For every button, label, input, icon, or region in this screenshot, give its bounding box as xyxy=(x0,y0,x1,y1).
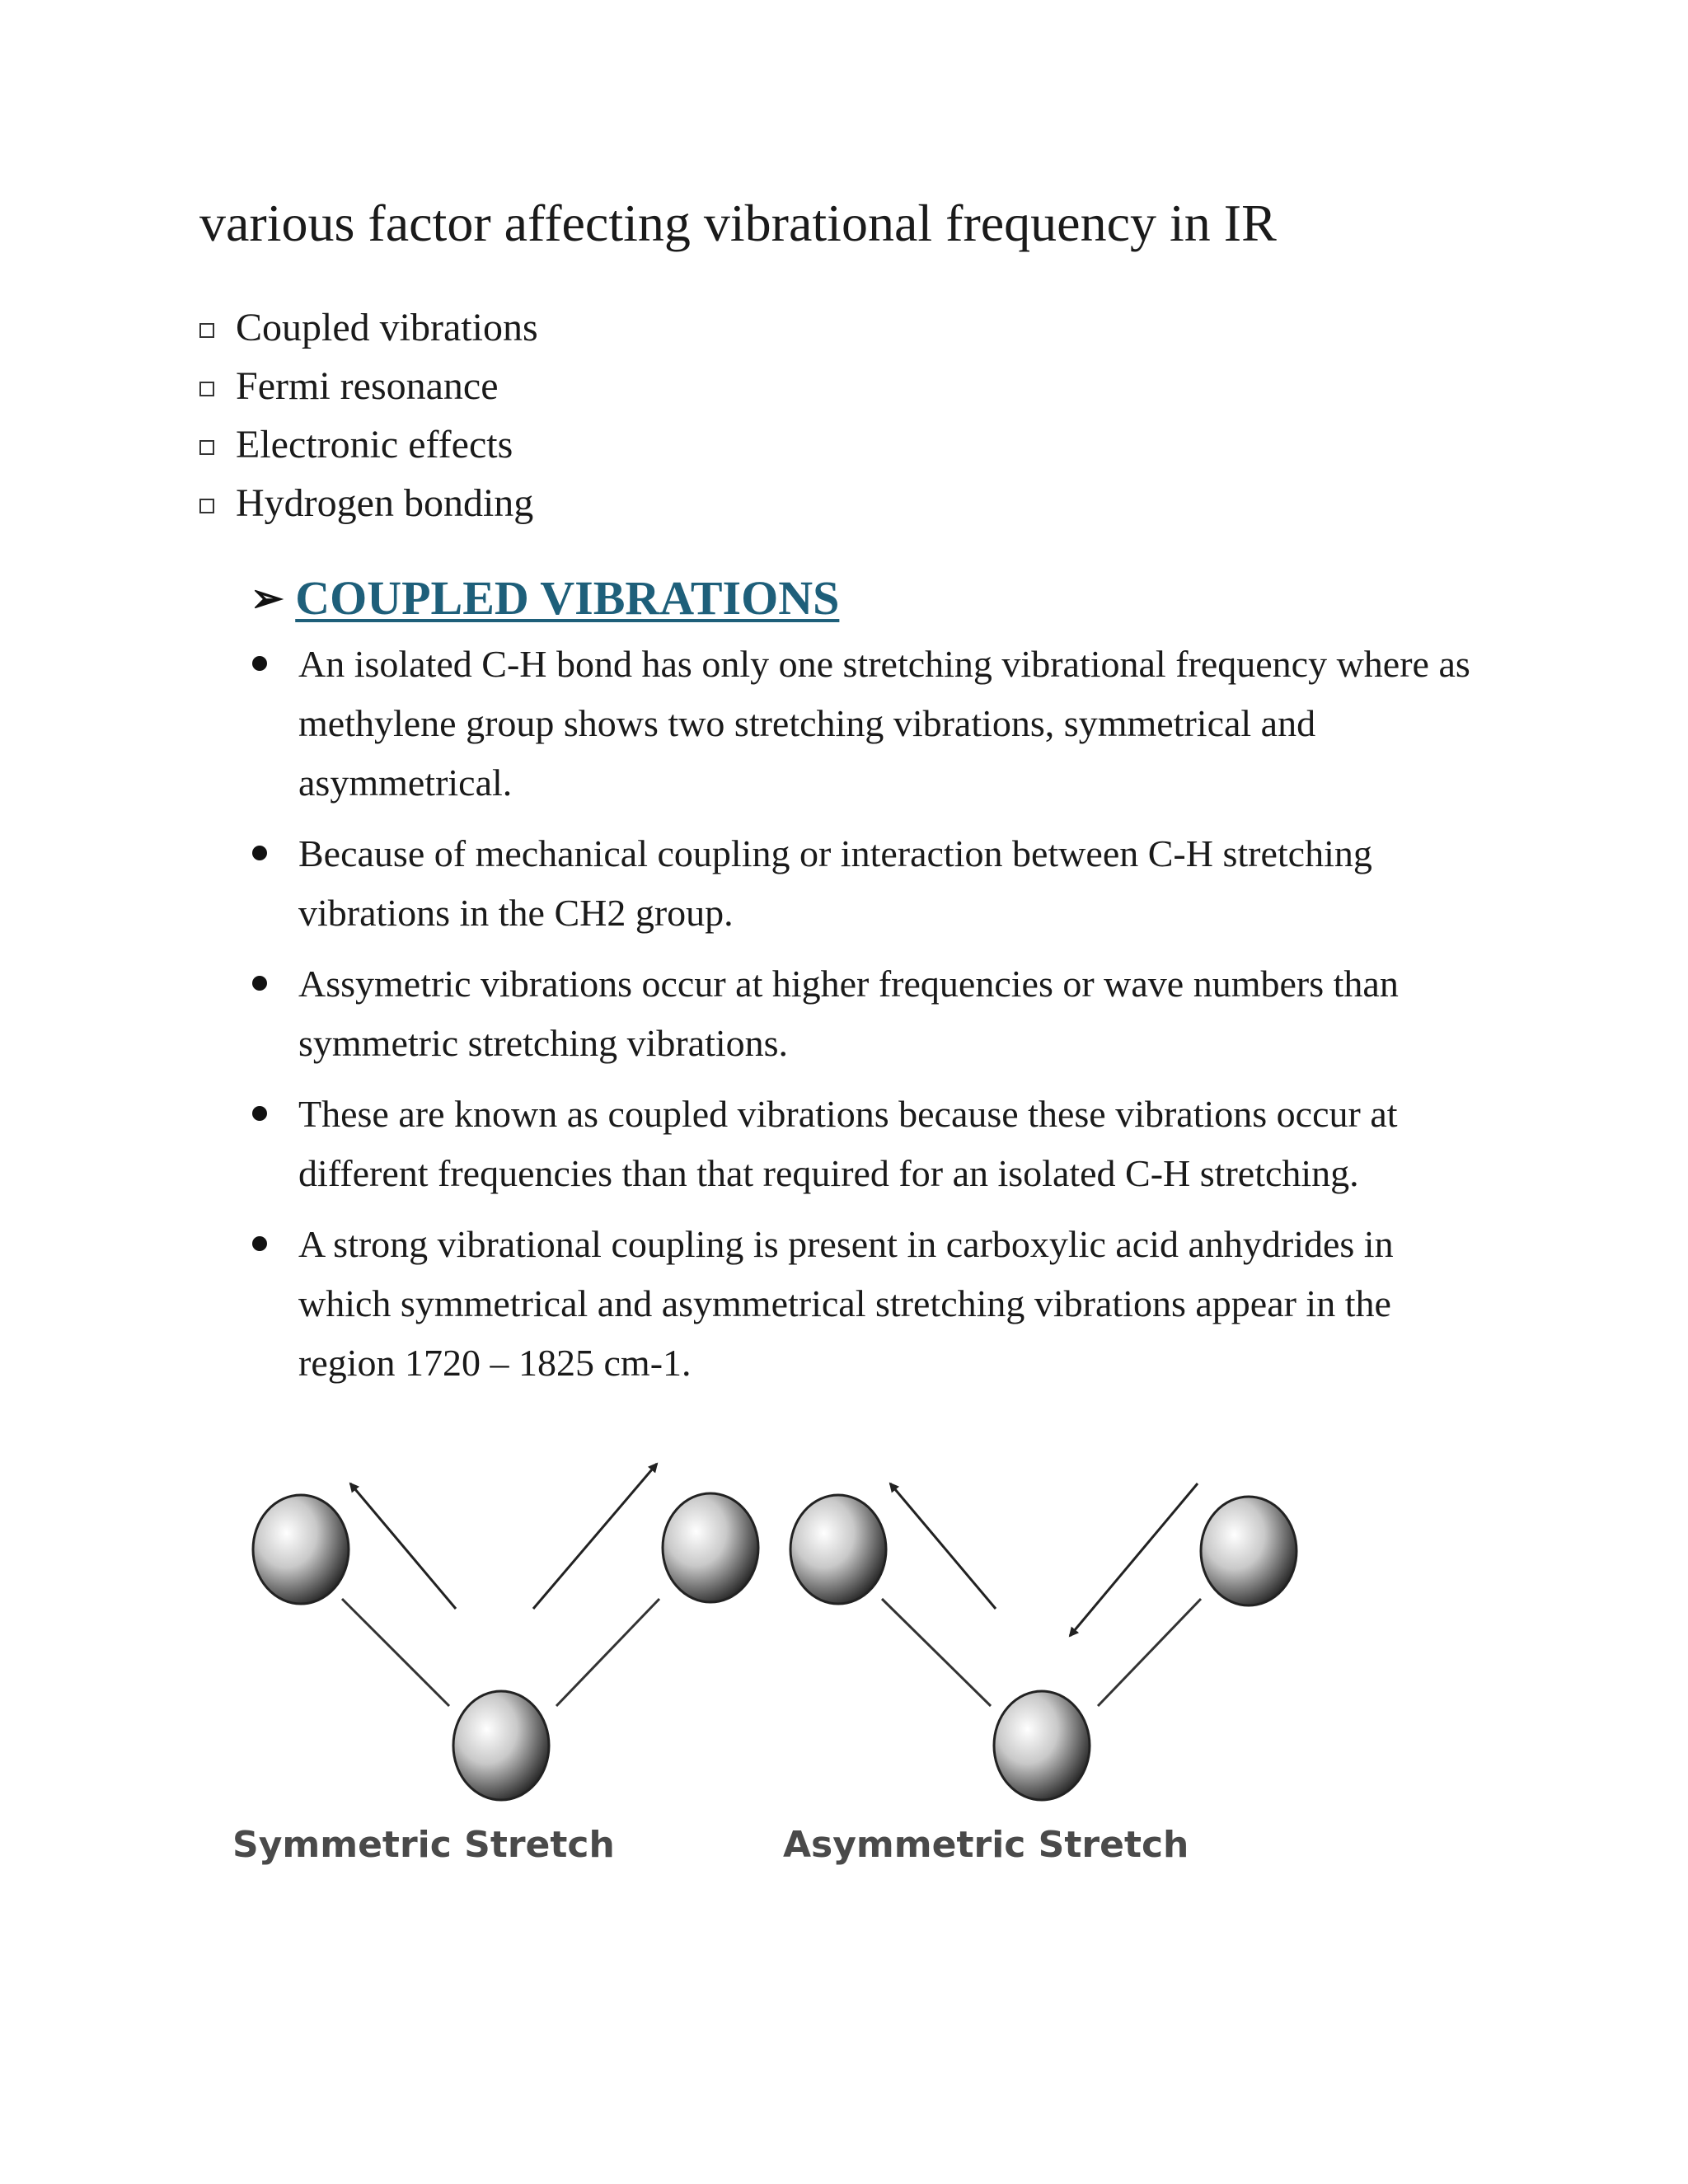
factor-item xyxy=(199,474,538,532)
atom-center xyxy=(994,1691,1090,1800)
factor-item xyxy=(199,298,538,357)
motion-arrow xyxy=(890,1483,996,1609)
factor-label: Electronic effects xyxy=(236,423,513,466)
bond-line xyxy=(342,1599,449,1706)
asymmetric-stretch-molecule xyxy=(790,1483,1296,1800)
section-heading xyxy=(251,570,839,626)
checkbox-icon xyxy=(199,440,214,455)
bullet-text: These are known as coupled vibrations because these vibrations occur at different frequencies than that required for an isolated C-H stretching. xyxy=(298,1093,1398,1194)
bond-line xyxy=(1098,1599,1201,1706)
bullet-item xyxy=(251,1215,1487,1393)
motion-arrow xyxy=(533,1464,657,1609)
motion-arrow xyxy=(1070,1483,1198,1636)
atom-center xyxy=(453,1691,549,1800)
factor-label: Fermi resonance xyxy=(236,364,499,408)
checkbox-icon xyxy=(199,382,214,396)
symmetric-stretch-label: Symmetric Stretch xyxy=(232,1824,615,1866)
bullet-text: Because of mechanical coupling or interaction between C-H stretching vibrations in the CH2 group. xyxy=(298,832,1372,934)
factor-item xyxy=(199,415,538,474)
atom-right xyxy=(663,1493,758,1602)
bullet-list xyxy=(251,635,1487,1404)
symmetric-stretch-molecule xyxy=(253,1464,758,1800)
stretch-diagram xyxy=(223,1451,1335,1879)
bullet-dot-icon xyxy=(252,976,267,991)
bullet-text: Assymetric vibrations occur at higher frequencies or wave numbers than symmetric stretching vibrations. xyxy=(298,963,1399,1064)
factor-label: Hydrogen bonding xyxy=(236,481,534,525)
atom-left xyxy=(253,1495,349,1604)
atom-left xyxy=(790,1495,886,1604)
page-title: various factor affecting vibrational frequency in IR xyxy=(199,194,1277,252)
bullet-dot-icon xyxy=(252,846,267,860)
bullet-text: A strong vibrational coupling is present in carboxylic acid anhydrides in which symmetrical and asymmetrical stretching vibrations appear in the region 1720 – 1825 cm-1. xyxy=(298,1223,1394,1384)
factor-label: Coupled vibrations xyxy=(236,306,538,349)
arrow-bullet-icon: ➢ xyxy=(251,576,284,621)
bullet-item xyxy=(251,1085,1487,1203)
bullet-item xyxy=(251,954,1487,1073)
bullet-item xyxy=(251,824,1487,943)
motion-arrow xyxy=(350,1483,456,1609)
bullet-dot-icon xyxy=(252,1106,267,1121)
asymmetric-stretch-label: Asymmetric Stretch xyxy=(783,1824,1189,1866)
bond-line xyxy=(882,1599,991,1706)
factor-list xyxy=(199,298,538,532)
bullet-text: An isolated C-H bond has only one stretching vibrational frequency where as methylene group shows two stretching vibrations, symmetrical and asymmetrical. xyxy=(298,643,1470,804)
checkbox-icon xyxy=(199,323,214,338)
factor-item xyxy=(199,357,538,415)
bullet-dot-icon xyxy=(252,1236,267,1251)
checkbox-icon xyxy=(199,499,214,513)
section-title: COUPLED VIBRATIONS xyxy=(295,571,840,625)
atom-right xyxy=(1201,1497,1296,1605)
bullet-item xyxy=(251,635,1487,813)
bond-line xyxy=(556,1599,659,1706)
bullet-dot-icon xyxy=(252,656,267,671)
